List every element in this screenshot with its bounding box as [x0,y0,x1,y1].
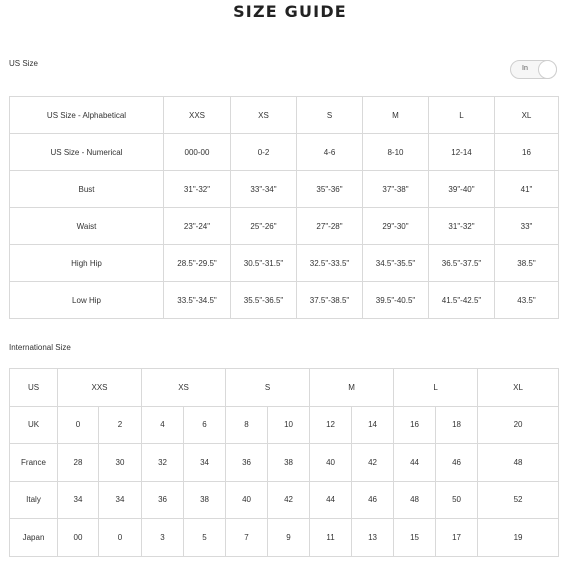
table-cell: M [363,97,429,134]
header-label: US [10,369,58,407]
row-label: US Size - Numerical [10,134,164,171]
table-cell: 33.5"-34.5" [164,282,231,319]
row-label: France [10,444,58,482]
table-cell: 40 [226,481,268,519]
table-row [10,97,559,134]
table-cell: 16 [394,406,436,444]
table-cell: 28.5"-29.5" [164,245,231,282]
size-header: XL [478,369,559,407]
table-cell: 10 [268,406,310,444]
toggle-knob [538,60,557,79]
table-cell: 0 [58,406,99,444]
size-header: L [394,369,478,407]
table-cell: 9 [268,519,310,557]
row-label: UK [10,406,58,444]
table-cell: 34 [184,444,226,482]
table-cell: 36 [142,481,184,519]
table-cell: 11 [310,519,352,557]
table-cell: 46 [436,444,478,482]
table-row [10,481,559,519]
table-cell: 15 [394,519,436,557]
table-cell: 17 [436,519,478,557]
table-cell: 7 [226,519,268,557]
table-row [10,519,559,557]
table-cell: 44 [394,444,436,482]
table-cell: 18 [436,406,478,444]
table-cell: 5 [184,519,226,557]
table-cell: 36 [226,444,268,482]
table-row [10,406,559,444]
table-cell: 37.5"-38.5" [297,282,363,319]
page-title: SIZE GUIDE [233,2,347,21]
table-cell: 39"-40" [429,171,495,208]
size-header: XS [142,369,226,407]
table-cell: 50 [436,481,478,519]
table-cell: 42 [352,444,394,482]
table-row [10,134,559,171]
table-cell: 35.5"-36.5" [231,282,297,319]
table-cell: 4 [142,406,184,444]
table-cell: 19 [478,519,559,557]
table-cell: 25"-26" [231,208,297,245]
table-cell: 000-00 [164,134,231,171]
row-label: Waist [10,208,164,245]
table-cell: 32.5"-33.5" [297,245,363,282]
row-label: Japan [10,519,58,557]
table-row [10,208,559,245]
table-cell: 3 [142,519,184,557]
table-cell: 16 [495,134,559,171]
table-cell: 8 [226,406,268,444]
size-header: S [226,369,310,407]
table-cell: 40 [310,444,352,482]
table-cell: 28 [58,444,99,482]
table-cell: 33"-34" [231,171,297,208]
table-cell: 36.5"-37.5" [429,245,495,282]
table-cell: 31"-32" [429,208,495,245]
row-label: High Hip [10,245,164,282]
table-cell: 30 [99,444,142,482]
table-cell: 41.5"-42.5" [429,282,495,319]
table-cell: L [429,97,495,134]
table-cell: 46 [352,481,394,519]
table-cell: 35"-36" [297,171,363,208]
table-cell: 12 [310,406,352,444]
table-cell: XS [231,97,297,134]
unit-toggle[interactable] [510,60,557,79]
table-row [10,282,559,319]
table-cell: 38 [184,481,226,519]
table-cell: 29"-30" [363,208,429,245]
table-cell: 48 [478,444,559,482]
table-cell: 34 [99,481,142,519]
table-cell: 0-2 [231,134,297,171]
unit-toggle-label: In [522,65,528,72]
us-size-label: US Size [9,59,38,68]
row-label: Bust [10,171,164,208]
table-cell: 0 [99,519,142,557]
row-label: Italy [10,481,58,519]
table-cell: 00 [58,519,99,557]
table-row [10,245,559,282]
table-cell: 34.5"-35.5" [363,245,429,282]
table-cell: 14 [352,406,394,444]
table-cell: 41" [495,171,559,208]
table-cell: 48 [394,481,436,519]
table-cell: 43.5" [495,282,559,319]
table-cell: 33" [495,208,559,245]
table-cell: 38.5" [495,245,559,282]
table-cell: 12-14 [429,134,495,171]
table-cell: 27"-28" [297,208,363,245]
table-cell: 42 [268,481,310,519]
size-header: XXS [58,369,142,407]
table-row [10,444,559,482]
table-cell: 32 [142,444,184,482]
table-cell: XXS [164,97,231,134]
international-size-table [9,368,559,557]
row-label: US Size - Alphabetical [10,97,164,134]
table-cell: 52 [478,481,559,519]
table-cell: 4-6 [297,134,363,171]
table-cell: 8-10 [363,134,429,171]
size-header: M [310,369,394,407]
table-row [10,171,559,208]
table-cell: 2 [99,406,142,444]
table-cell: XL [495,97,559,134]
table-cell: 20 [478,406,559,444]
table-cell: 37"-38" [363,171,429,208]
table-cell: 23"-24" [164,208,231,245]
us-size-table [9,96,559,319]
table-cell: 6 [184,406,226,444]
table-cell: 30.5"-31.5" [231,245,297,282]
table-header-row [10,369,559,407]
table-cell: 13 [352,519,394,557]
row-label: Low Hip [10,282,164,319]
table-cell: S [297,97,363,134]
table-cell: 38 [268,444,310,482]
table-cell: 39.5"-40.5" [363,282,429,319]
table-cell: 34 [58,481,99,519]
international-size-label: International Size [9,343,71,352]
table-cell: 44 [310,481,352,519]
table-cell: 31"-32" [164,171,231,208]
